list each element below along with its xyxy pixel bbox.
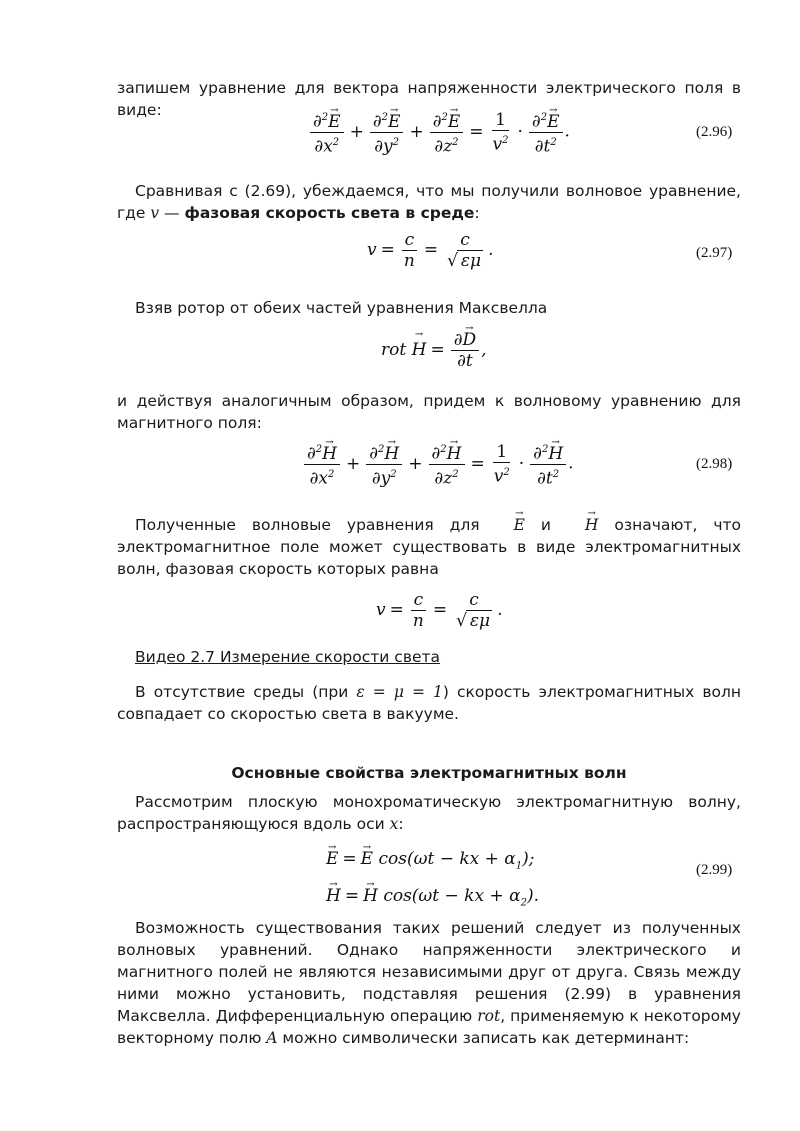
paragraph-intro-e-wave: запишем уравнение для вектора напряженности электрического поля в виде: <box>117 79 741 119</box>
paragraph-em-waves: Полученные волновые уравнения для → E и → H означают, что электромагнитное поле может существовать в виде электромагнитных волн, фазовая скорость которых равна <box>117 514 741 580</box>
equation-number-2-97: (2.97) <box>696 245 733 261</box>
equation-2-99 <box>326 844 539 919</box>
video-link-speed-of-light[interactable]: Видео 2.7 Измерение скорости света <box>135 648 441 666</box>
paragraph-vacuum: В отсутствие среды (при ε = μ = 1) скорость электромагнитных волн совпадает со скоростью света в вакууме. <box>117 683 741 723</box>
fraction-d2e-dx2: $\frac{\partial^2\to E}{\partial x^2}$ <box>310 108 344 156</box>
fraction-one-over-v2: $\frac{1}{v^2}$ <box>492 109 509 155</box>
fraction-d2e-dt2: $\frac{\partial^2\to E}{\partial t^2}$ <box>529 108 563 156</box>
equation-rot-h: rot → H = $\frac{\partial\to D}{\partial t}$ , <box>381 330 487 371</box>
equation-2-99-line-e: → E =→ E cos(ωt − kx + $\alpha_1$); <box>326 844 539 881</box>
equation-phase-speed: v = $\frac{c}{n}$ = $\frac{c}{√ \varepsilon\mu}$ . <box>376 590 503 631</box>
equation-2-99-line-h: → H =→ H cos(ωt − kx + $\alpha_2$). <box>326 881 539 918</box>
term-phase-speed: фазовая скорость света в среде <box>184 204 475 222</box>
equation-2-98: $\frac{\partial^2\to H}{\partial x^2}$ + $\frac{\partial^2\to H}{\partial y^2}$ + $\frac{\partial^2\to H}{\partial z^2}$ = $\frac{1}{v^2}$ · $\frac{\partial^2\to H}{\partial t^2}$ . <box>302 440 574 488</box>
paragraph-phase-speed: Сравнивая с (2.69), убеждаемся, что мы получили волновое уравнение, где v — фазовая скорость света в среде: <box>117 182 741 222</box>
equation-number-2-96: (2.96) <box>696 124 733 140</box>
paragraph-magnetic-wave: и действуя аналогичным образом, придем к волновому уравнению для магнитного поля: <box>117 392 741 432</box>
paragraph-maxwell-substitution: Возможность существования таких решений следует из полученных волновых уравнений. Однако напряженности электрического и магнитного полей не являются независимыми друг от друга. Связь между ними можно установить, подставляя решения (2.99) в уравнения Максвелла. Дифференциальную операцию rot, применяемую к некоторому векторному полю A можно символически записать как детерминант: <box>117 919 741 1047</box>
paragraph-rotor: Взяв ротор от обеих частей уравнения Максвелла <box>135 299 548 317</box>
paragraph-plane-wave: Рассмотрим плоскую монохроматическую электромагнитную волну, распространяющуюся вдоль оси x: <box>117 793 741 833</box>
section-heading: Основные свойства электромагнитных волн <box>231 764 627 782</box>
equation-number-2-98: (2.98) <box>696 456 733 472</box>
equation-number-2-99: (2.99) <box>696 862 733 878</box>
fraction-d2e-dz2: $\frac{\partial^2\to E}{\partial z^2}$ <box>430 108 464 156</box>
fraction-d2e-dy2: $\frac{\partial^2\to E}{\partial y^2}$ <box>370 108 404 156</box>
equation-2-97: v = $\frac{c}{n}$ = $\frac{c}{√ \varepsilon\mu}$ . <box>367 230 494 271</box>
equation-2-96: $\frac{\partial^2\to E}{\partial x^2}$ + $\frac{\partial^2\to E}{\partial y^2}$ + $\frac{\partial^2\to E}{\partial z^2}$ = $\frac{1}{v^2}$ · $\frac{\partial^2\to E}{\partial t^2}$ . <box>308 108 570 156</box>
